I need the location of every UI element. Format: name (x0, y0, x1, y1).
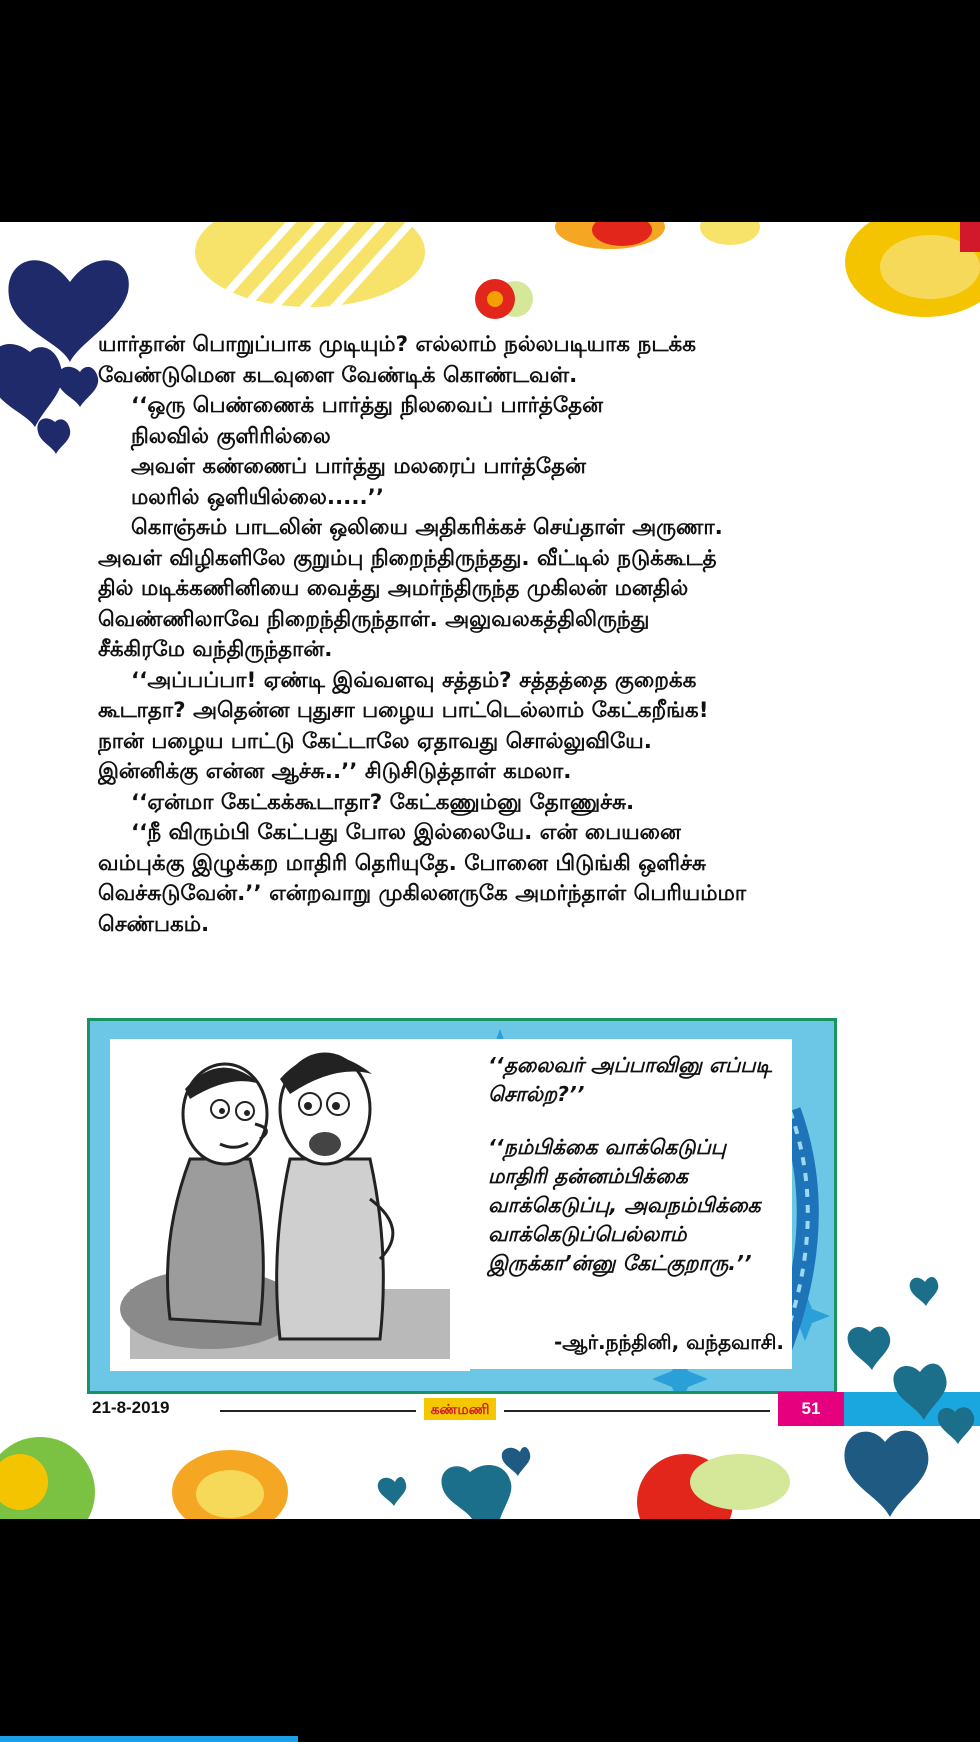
joke-line: ‘‘தலைவர் அப்பாவினு எப்படி (488, 1053, 772, 1077)
story-line: நான் பழைய பாட்டு கேட்டாலே ஏதாவது சொல்லுவியே. (98, 728, 652, 754)
man-left (168, 1064, 268, 1324)
story-line: அவள் விழிகளிலே குறும்பு நிறைந்திருந்தது. வீட்டில் நடுக்கூடத் (98, 545, 717, 571)
story-line: செண்பகம். (98, 911, 210, 937)
reading-progress-bar (0, 1736, 298, 1742)
joke-line: சொல்ற?’’ (488, 1082, 585, 1106)
page-footer (0, 1392, 980, 1426)
magazine-logo: கண்மணி (424, 1398, 496, 1420)
story-text (98, 330, 830, 940)
decor-right-hearts (840, 1272, 980, 1519)
story-line: கூடாதா? அதென்ன புதுசா பழைய பாட்டெல்லாம் கேட்கறீங்க! (98, 698, 709, 723)
story-line: சீக்கிரமே வந்திருந்தான். (98, 637, 333, 662)
heart-icon (910, 1277, 939, 1306)
story-line: ‘‘நீ விரும்பி கேட்பது போல இல்லையே. என் பையனை (131, 820, 681, 845)
story-line: யார்தான் பொறுப்பாக முடியும்? எல்லாம் நல்லபடியாக நடக்க (98, 332, 696, 357)
magazine-page (0, 222, 980, 1519)
cartoon-illustration (110, 1039, 470, 1371)
joke-answer (488, 1133, 792, 1278)
footer-rule (504, 1410, 770, 1412)
story-line: தில் மடிக்கணினியை வைத்து அமர்ந்திருந்த முகிலன் மனதில் (98, 576, 689, 601)
issue-date: 21-8-2019 (92, 1398, 170, 1417)
heart-icon (844, 1431, 928, 1517)
heart-icon (848, 1327, 891, 1370)
heart-icon (0, 344, 62, 427)
heart-icon (58, 367, 99, 407)
heart-icon (37, 418, 70, 454)
story-line: நிலவில் குளிரில்லை (131, 423, 331, 449)
joke-line: வாக்கெடுப்பெல்லாம் (488, 1222, 687, 1246)
story-line: அவள் கண்ணைப் பார்த்து மலரைப் பார்த்தேன் (131, 454, 586, 479)
story-line: ‘‘ஒரு பெண்ணைக் பார்த்து நிலவைப் பார்த்தேன் (131, 393, 604, 418)
footer-rule (220, 1410, 416, 1412)
joke-line: இருக்கா’ன்னு கேட்குறாரு.’’ (488, 1251, 752, 1275)
story-line: வம்புக்கு இழுக்கற மாதிரி தெரியுதே. போனை பிடுங்கி ஒளிச்சு (98, 850, 706, 876)
story-line: இன்னிக்கு என்ன ஆச்சு..’’ சிடுசிடுத்தாள் கமலா. (98, 759, 572, 784)
decor-top-flower (470, 274, 540, 324)
page-number: 51 (778, 1392, 844, 1426)
story-line: வேண்டுமென கடவுளை வேண்டிக் கொண்டவள். (98, 362, 578, 388)
joke-question (488, 1051, 792, 1109)
joke-line: வாக்கெடுப்பு, அவநம்பிக்கை (488, 1193, 761, 1217)
story-line: ‘‘அப்பப்பா! ஏண்டி இவ்வளவு சத்தம்? சத்தத்தை குறைக்க (131, 667, 697, 693)
cartoon-panel (87, 1018, 837, 1394)
story-line: ‘‘ஏன்மா கேட்கக்கூடாதா? கேட்கணும்னு தோணுச்சு. (131, 789, 635, 815)
joke-credit: -ஆர்.நந்தினி, வந்தவாசி. (553, 1330, 784, 1354)
joke-text (452, 1039, 792, 1369)
joke-line: ‘‘நம்பிக்கை வாக்கெடுப்பு (488, 1135, 727, 1159)
decor-top-stripes (190, 222, 430, 312)
decor-top-right-swirls (550, 222, 980, 332)
story-line: கொஞ்சும் பாடலின் ஒலியை அதிகரிக்கச் செய்தாள் அருணா. (131, 515, 723, 540)
heart-icon (938, 1407, 974, 1444)
heart-icon (893, 1364, 946, 1420)
joke-line: மாதிரி தன்னம்பிக்கை (488, 1164, 688, 1188)
story-line: மலரில் ஒளியில்லை.....’’ (131, 484, 385, 510)
decor-bottom (0, 1422, 840, 1519)
story-line: வெச்சுடுவேன்.’’ என்றவாறு முகிலனருகே அமர்ந்தாள் பெரியம்மா (98, 881, 747, 906)
story-line: வெண்ணிலாவே நிறைந்திருந்தாள். அலுவலகத்திலிருந்து (98, 606, 650, 632)
